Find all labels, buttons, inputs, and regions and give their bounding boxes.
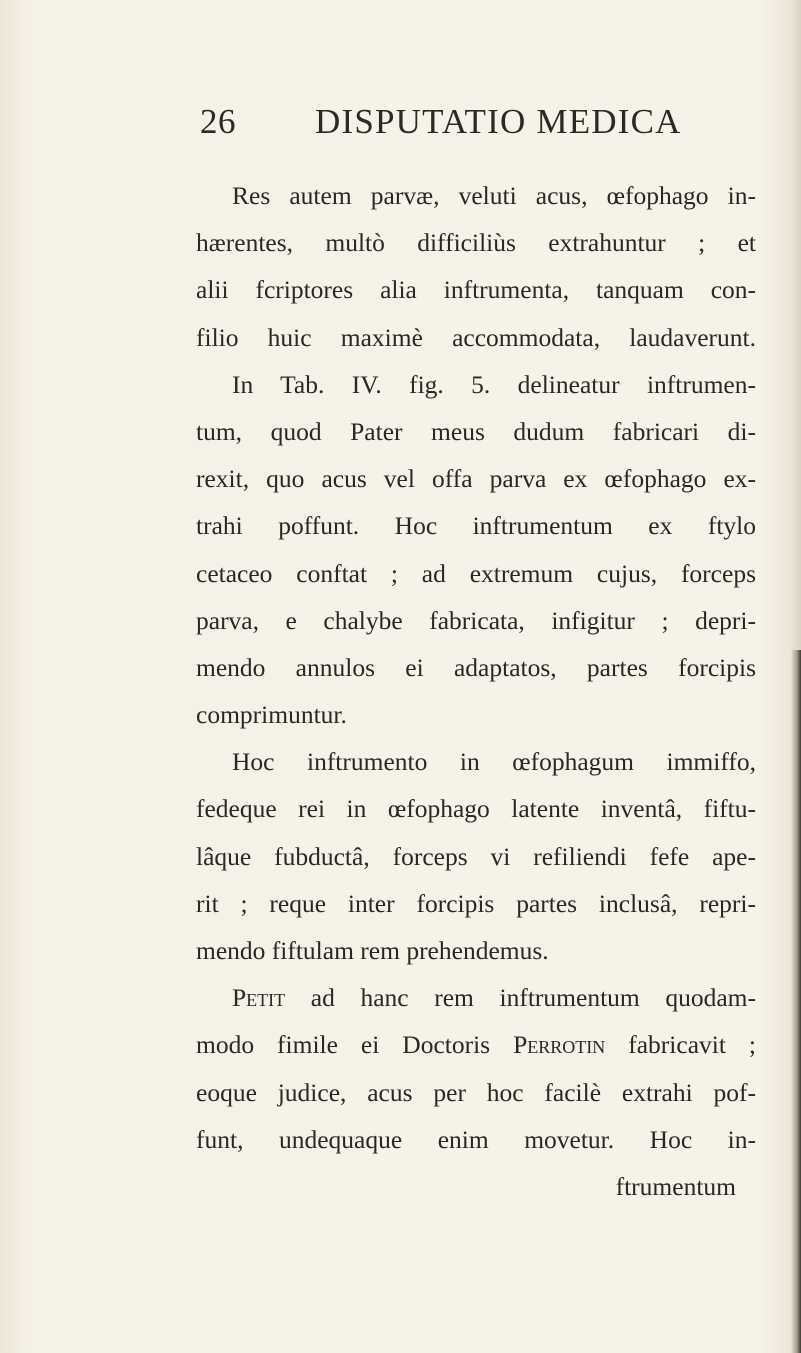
text-line: filio huic maximè accommodata, laudaverunt.: [196, 322, 756, 352]
catchword: ftrumentum: [615, 1171, 736, 1201]
text-line: fedeque rei in œfophago latente inventâ, fiftu-: [196, 794, 756, 824]
text-line: [196, 1021, 756, 1068]
text-line: comprimuntur.: [196, 700, 347, 730]
text-span: fabricavit ;: [605, 1030, 756, 1060]
text-line: mendo fiftulam rem prehendemus.: [196, 936, 549, 965]
text-line: [196, 974, 756, 1021]
text-line: parva, e chalybe fabricata, infigitur ; depri-: [196, 605, 756, 635]
text-line: tum, quod Pater meus dudum fabricari di-: [196, 416, 756, 446]
page-number: 26: [200, 102, 236, 141]
author-name-petit: Petit: [232, 983, 286, 1013]
page-edge-shadow: [791, 650, 801, 1353]
text-span: modo fimile ei Doctoris: [196, 1030, 514, 1060]
text-line: mendo annulos ei adaptatos, partes forcipis: [196, 652, 756, 682]
text-line: rexit, quo acus vel offa parva ex œfophago ex-: [196, 464, 756, 494]
text-line: trahi poffunt. Hoc inftrumentum ex ftylo: [196, 511, 756, 541]
text-line: Res autem parvæ, veluti acus, œfophago in-: [232, 181, 756, 210]
text-line: rit ; reque inter forcipis partes inclusâ, repri-: [196, 888, 756, 918]
text-line: In Tab. IV. fig. 5. delineatur inftrumen-: [232, 369, 756, 399]
running-title: DISPUTATIO MEDICA: [315, 102, 682, 141]
author-name-perrotin: Perrotin: [513, 1030, 606, 1060]
text-line: eoque judice, acus per hoc facilè extrahi pof-: [196, 1077, 756, 1107]
body-text: [196, 172, 756, 1210]
text-line: Hoc inftrumento in œfophagum immiffo,: [232, 747, 756, 777]
text-line: cetaceo conftat ; ad extremum cujus, forceps: [196, 558, 756, 588]
text-span: ad hanc rem inftrumentum quodam-: [285, 983, 756, 1013]
text-line: alii fcriptores alia inftrumenta, tanquam con-: [196, 275, 756, 305]
page-header: [200, 102, 682, 142]
text-line: hærentes, multò difficiliùs extrahuntur ; et: [196, 228, 756, 258]
text-line: lâque fubductâ, forceps vi refiliendi fefe ape-: [196, 841, 756, 871]
text-line: funt, undequaque enim movetur. Hoc in-: [196, 1124, 756, 1154]
